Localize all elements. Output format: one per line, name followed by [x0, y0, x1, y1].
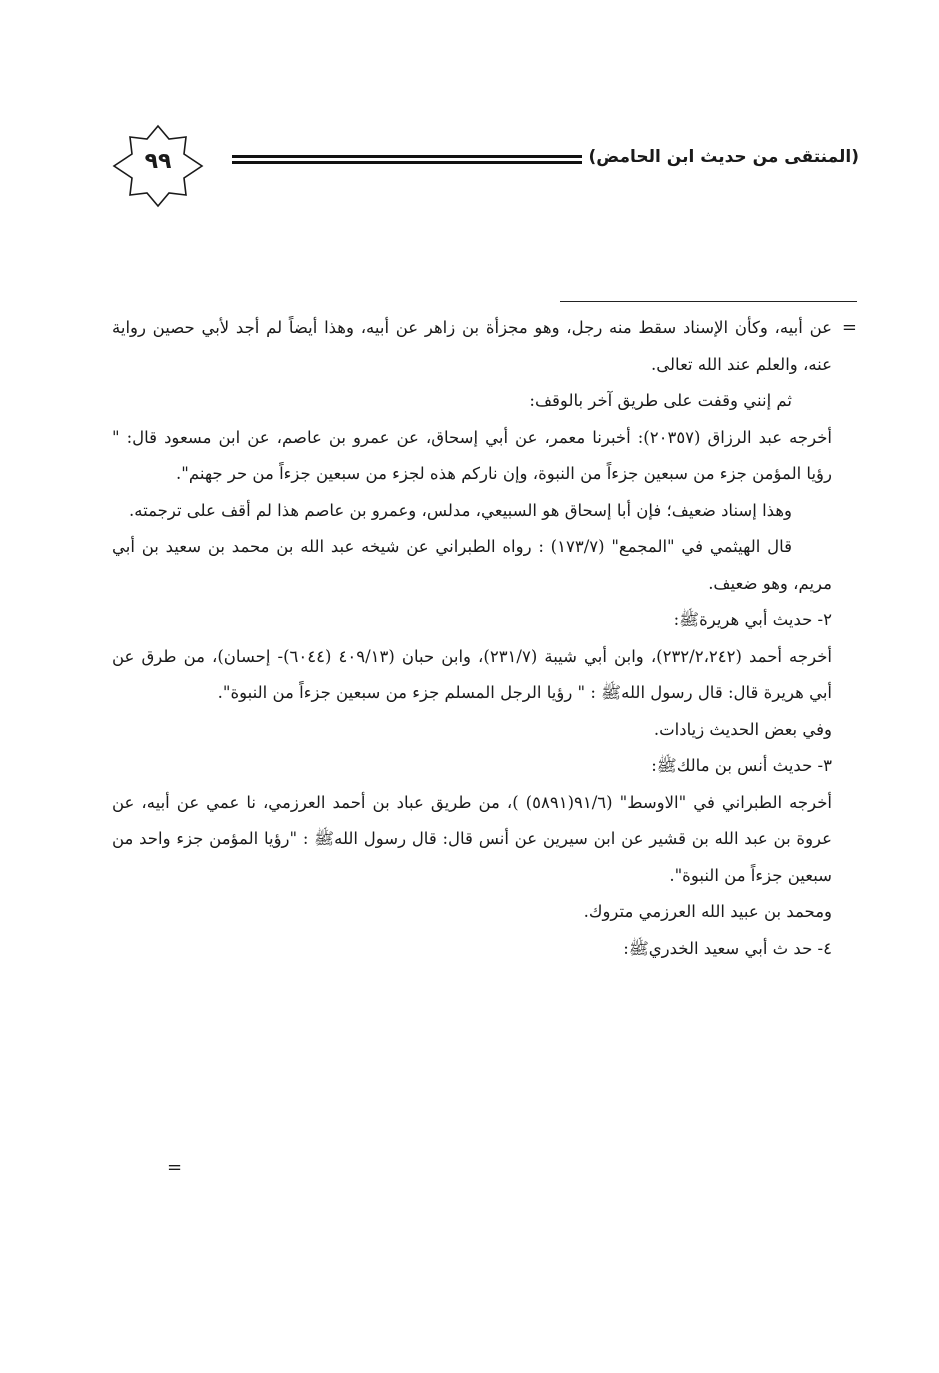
page-number: ٩٩ [144, 149, 172, 174]
footnote-paragraph: وهذا إسناد ضعيف؛ فإن أبا إسحاق هو السبيعي، مدلس، وعمرو بن عاصم هذا لم أقف على ترجمته. [129, 500, 792, 520]
item-heading: ٢- حديث أبي هريرةﷺ: [673, 610, 832, 629]
header-rule-bottom [232, 161, 582, 164]
footnote-paragraph: أخرجه أحمد (٢٣٢/٢،٢٤٢)، وابن أبي شيبة (٢٣١/٧)، وابن حبان (٤٠٩/١٣ (٦٠٤٤)- إحسان)، من طرق عن أبي هريرة قال: قال رسول اللهﷺ : " رؤيا الرجل المسلم جزء من سبعين جزءاً من النبوة". [112, 646, 832, 702]
page-header [0, 110, 939, 210]
footnote-paragraph: قال الهيثمي في "المجمع" (١٧٣/٧) : رواه الطبراني عن شيخه عبد الله بن محمد بن سعيد بن أبي مريم، وهو ضعيف. [112, 537, 832, 593]
footnote-paragraph: ومحمد بن عبيد الله العرزمي متروك. [583, 902, 832, 921]
footnote-paragraph: ثم إنني وقفت على طريق آخر بالوقف: [529, 391, 792, 410]
header-rule-top [232, 155, 582, 158]
running-title: (المنتقى من حديث ابن الحامض) [588, 147, 859, 167]
footnote-paragraph: أخرجه الطبراني في "الاوسط" (٩١/٦(٥٨٩١) )، من طريق عباد بن أحمد العرزمي، نا عمي عن أبيه، عن عروة بن عبد الله بن قشير عن ابن سيرين عن أنس قال: قال رسول اللهﷺ : "رؤيا المؤمن جزء واحد من سبعين جزءاً من النبوة". [112, 792, 832, 885]
footnote-paragraph: وفي بعض الحديث زيادات. [653, 719, 832, 739]
page-number-badge [108, 124, 208, 208]
footnote-separator [560, 301, 857, 302]
continuation-end-mark: = [167, 1157, 183, 1178]
footnote-paragraph: أخرجه عبد الرزاق (٢٠٣٥٧): أخبرنا معمر، عن أبي إسحاق، عن عمرو بن عاصم، عن ابن مسعود قال: " رؤيا المؤمن جزء من سبعين جزءاً من النبوة، وإن ناركم هذه لجزء من سبعين جزءاً من حر جهنم". [112, 427, 833, 483]
continuation-mark: = [841, 317, 857, 338]
footnote-paragraph: عن أبيه، وكأن الإسناد سقط منه رجل، وهو مجزأة بن زاهر عن أبيه، وهذا أيضاً لم أجد لأبي حصين رواية عنه، والعلم عند الله تعالى. [112, 318, 832, 374]
item-heading: ٣- حديث أنس بن مالكﷺ: [651, 756, 832, 775]
footnote-body [112, 310, 832, 967]
item-heading: ٤- حد ث أبي سعيد الخدريﷺ: [623, 938, 832, 958]
